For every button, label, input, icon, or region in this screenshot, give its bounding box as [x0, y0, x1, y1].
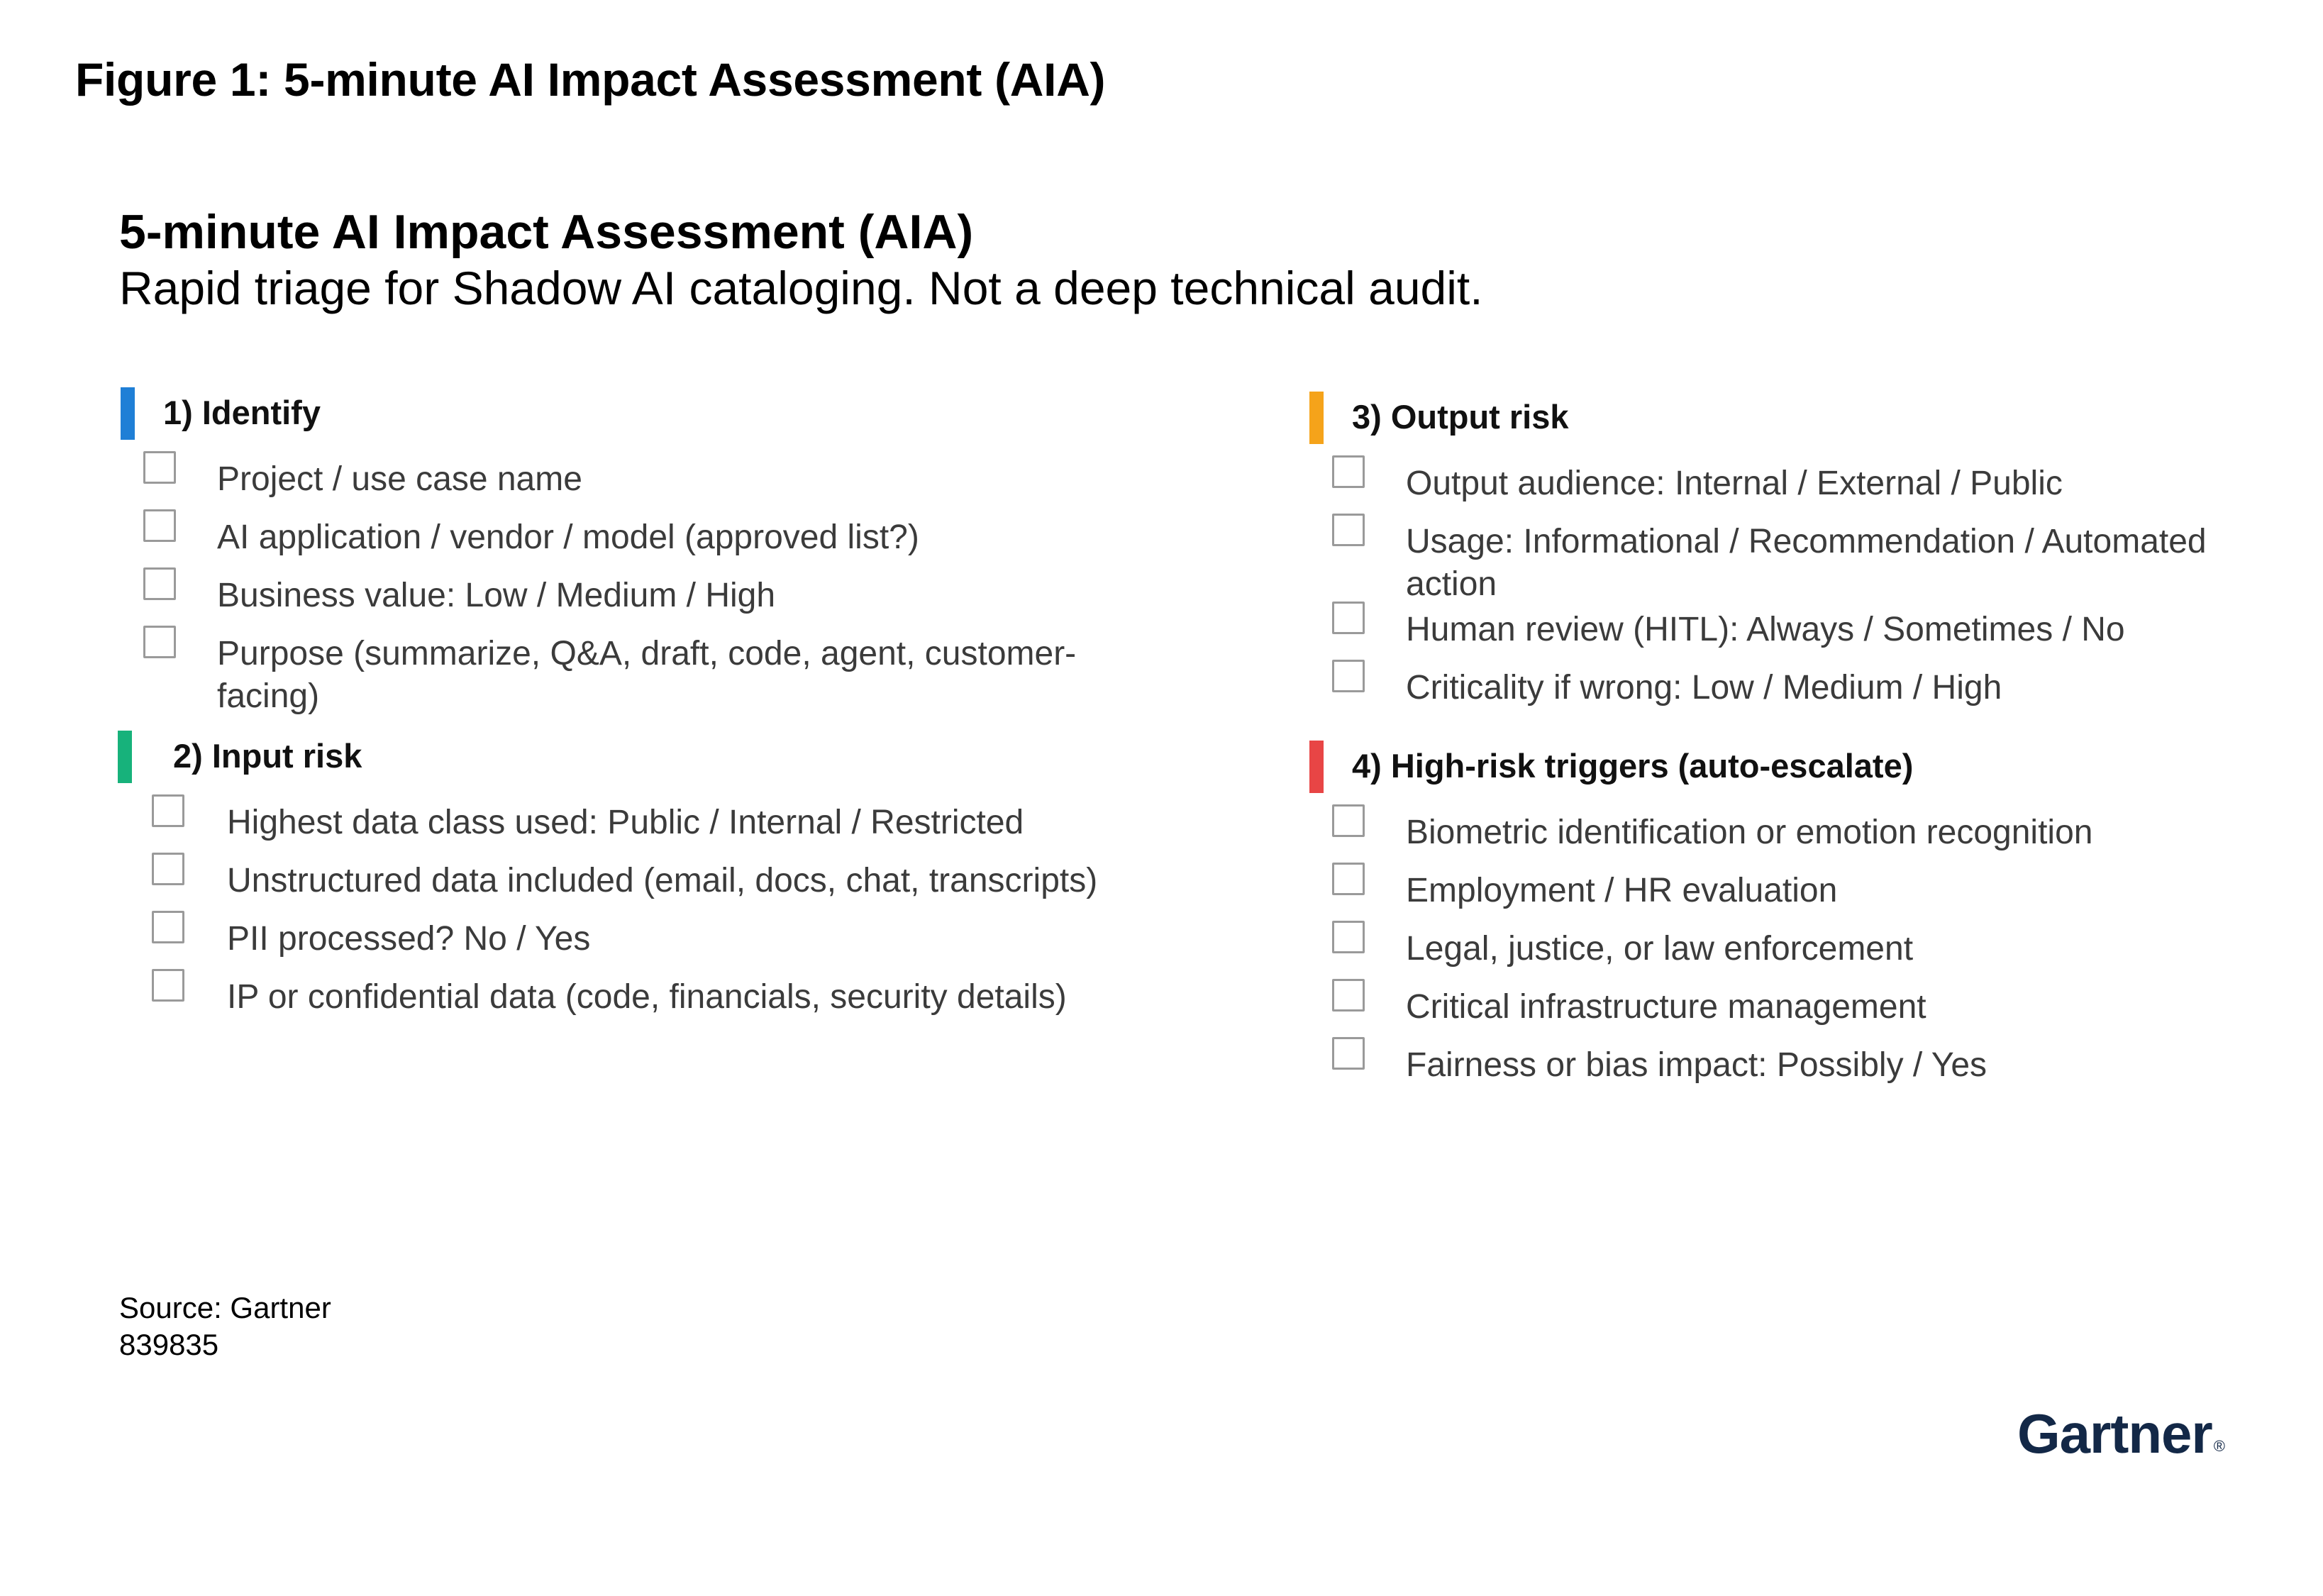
checklist-item[interactable]: [1309, 921, 2288, 979]
card-subtitle: Rapid triage for Shadow AI cataloging. Not a deep technical audit.: [119, 262, 1483, 314]
checkbox[interactable]: [143, 509, 176, 542]
checklist-item[interactable]: [118, 853, 1182, 911]
section-identify-color-bar: [121, 387, 135, 440]
checkbox[interactable]: [152, 794, 184, 827]
checklist-item-label: Critical infrastructure management: [1406, 988, 1926, 1026]
checklist-item[interactable]: [118, 794, 1182, 853]
gartner-logo-text: Gartner: [2017, 1402, 2212, 1465]
checkbox[interactable]: [1332, 514, 1365, 546]
checklist-item-label: Employment / HR evaluation: [1406, 872, 1838, 909]
section-input-risk-header: [118, 731, 1182, 783]
checklist-item-label: Highest data class used: Public / Internal / Restricted: [227, 804, 1024, 841]
checklist-item-label: Biometric identification or emotion recognition: [1406, 814, 2093, 851]
checklist-item-label: PII processed? No / Yes: [227, 920, 591, 958]
figure-title: Figure 1: 5-minute AI Impact Assessment (AIA): [75, 53, 1106, 106]
source-text: Source: Gartner: [119, 1291, 331, 1324]
section-output-risk-color-bar: [1309, 392, 1324, 444]
section-high-risk-color-bar: [1309, 741, 1324, 793]
checklist-item-label: Project / use case name: [217, 460, 582, 498]
checklist-item-label: Output audience: Internal / External / Public: [1406, 465, 2063, 502]
source-note: [119, 1290, 331, 1363]
checklist-item[interactable]: [1309, 455, 2288, 514]
checklist-item[interactable]: [1309, 514, 2288, 602]
checklist-item[interactable]: [121, 626, 1185, 726]
checklist-item[interactable]: [121, 451, 1185, 509]
checklist-item-label: Business value: Low / Medium / High: [217, 577, 776, 614]
section-output-risk-heading: 3) Output risk: [1352, 398, 1569, 436]
gartner-logo: [2017, 1402, 2224, 1466]
checklist-item-label: Unstructured data included (email, docs, chat, transcripts): [227, 862, 1098, 899]
section-input-risk-heading: 2) Input risk: [173, 737, 362, 775]
document-id: 839835: [119, 1328, 219, 1361]
checkbox[interactable]: [1332, 455, 1365, 488]
checklist-item[interactable]: [1309, 979, 2288, 1037]
checklist-item-label: Usage: Informational / Recommendation / Automated action: [1406, 523, 2207, 603]
checklist-item[interactable]: [118, 969, 1182, 1027]
section-input-risk: [118, 731, 1182, 1027]
checkbox[interactable]: [152, 969, 184, 1002]
checkbox[interactable]: [152, 911, 184, 943]
checklist-item[interactable]: [1309, 602, 2288, 660]
checklist-item-label: Human review (HITL): Always / Sometimes / No: [1406, 611, 2125, 648]
section-high-risk-header: [1309, 741, 2288, 793]
checkbox[interactable]: [1332, 660, 1365, 692]
checklist-item[interactable]: [1309, 660, 2288, 718]
checklist-item[interactable]: [121, 509, 1185, 567]
checklist-item[interactable]: [121, 567, 1185, 626]
section-high-risk-heading: 4) High-risk triggers (auto-escalate): [1352, 747, 1914, 785]
section-identify-header: [121, 387, 1185, 440]
registered-mark: ®: [2213, 1437, 2224, 1455]
checklist-item[interactable]: [1309, 1037, 2288, 1095]
checklist-item[interactable]: [1309, 804, 2288, 863]
section-output-risk-header: [1309, 392, 2288, 444]
section-input-risk-color-bar: [118, 731, 132, 783]
checkbox[interactable]: [1332, 1037, 1365, 1070]
section-output-risk: [1309, 392, 2288, 718]
checklist-item-label: Criticality if wrong: Low / Medium / High: [1406, 669, 2002, 706]
section-identify: [121, 387, 1185, 726]
section-identify-heading: 1) Identify: [163, 394, 321, 431]
checklist-item-label: Purpose (summarize, Q&A, draft, code, agent, customer-facing): [217, 635, 1077, 715]
section-high-risk: [1309, 741, 2288, 1095]
checklist-item-label: Legal, justice, or law enforcement: [1406, 930, 1914, 968]
checkbox[interactable]: [152, 853, 184, 885]
checkbox[interactable]: [143, 567, 176, 600]
checkbox[interactable]: [143, 451, 176, 484]
checklist-item-label: Fairness or bias impact: Possibly / Yes: [1406, 1046, 1987, 1084]
checkbox[interactable]: [1332, 979, 1365, 1012]
card-title: 5-minute AI Impact Assessment (AIA): [119, 205, 974, 259]
checklist-item-label: IP or confidential data (code, financials, security details): [227, 978, 1067, 1016]
checklist-item-label: AI application / vendor / model (approved list?): [217, 519, 919, 556]
checklist-item[interactable]: [1309, 863, 2288, 921]
checkbox[interactable]: [1332, 921, 1365, 953]
checkbox[interactable]: [143, 626, 176, 658]
checkbox[interactable]: [1332, 863, 1365, 895]
checkbox[interactable]: [1332, 804, 1365, 837]
checklist-item[interactable]: [118, 911, 1182, 969]
checkbox[interactable]: [1332, 602, 1365, 634]
